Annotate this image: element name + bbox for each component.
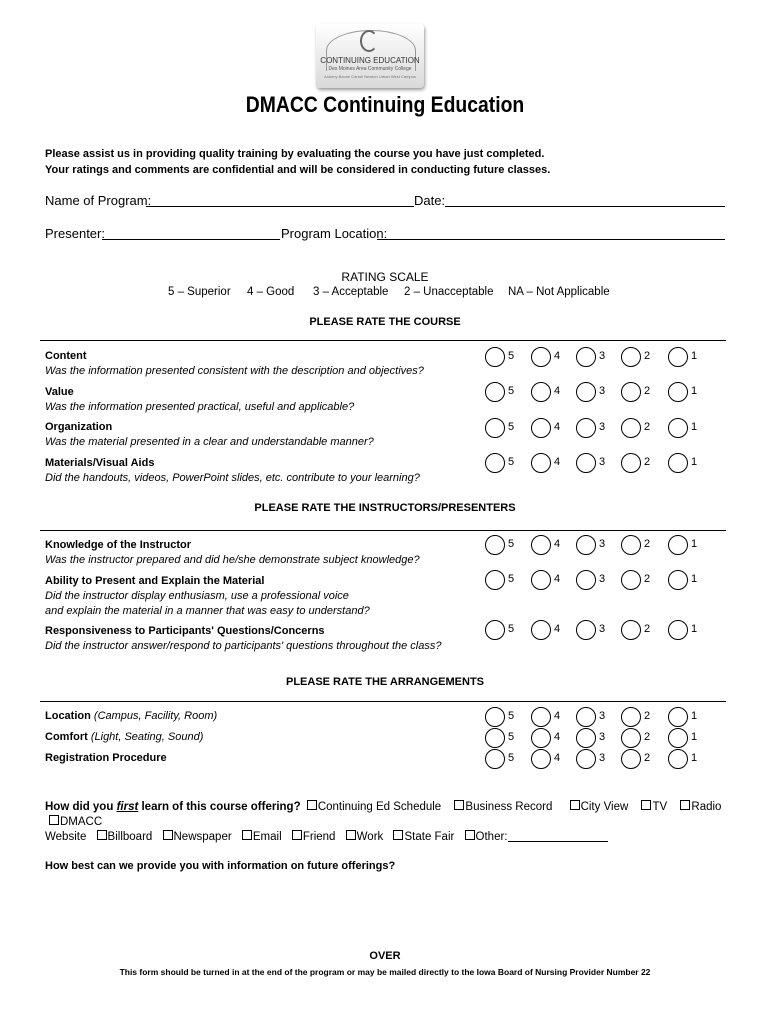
rating-radio-row5-4[interactable] <box>531 535 551 555</box>
rating-scale-title: RATING SCALE <box>341 270 429 284</box>
rating-radio-label: 5 <box>508 710 515 722</box>
rating-radio-row1-1[interactable] <box>668 347 688 367</box>
rating-radio-row1-3[interactable] <box>576 347 596 367</box>
learn-line-1 <box>45 800 735 830</box>
question-location <box>45 710 217 722</box>
learn-question-pre: How did you <box>45 801 117 813</box>
section-arrangements-heading: PLEASE RATE THE ARRANGEMENTS <box>285 676 484 688</box>
scale-acceptable: 3 – Acceptable <box>313 286 389 298</box>
rating-radio-row7-5[interactable] <box>485 620 505 640</box>
program-location-input[interactable] <box>377 227 725 240</box>
option-friend: Friend <box>302 831 336 843</box>
rating-radio-label: 5 <box>508 538 515 550</box>
rating-radio-label: 1 <box>691 421 698 433</box>
rating-radio-row3-3[interactable] <box>576 418 596 438</box>
rating-radio-row4-5[interactable] <box>485 453 505 473</box>
rating-radio-row10-2[interactable] <box>621 749 641 769</box>
date-input[interactable] <box>445 194 725 207</box>
rating-radio-label: 5 <box>508 421 515 433</box>
logo-campuses: Ankeny Boone Carroll Newton Urban West Campus <box>324 74 416 79</box>
rating-radio-label: 1 <box>691 710 698 722</box>
rating-radio-label: 2 <box>644 573 651 585</box>
rating-radio-label: 4 <box>554 538 561 550</box>
option-tv: TV <box>652 801 668 813</box>
rating-radio-label: 4 <box>554 385 561 397</box>
rating-radio-label: 2 <box>644 456 651 468</box>
rating-radio-label: 4 <box>554 573 561 585</box>
rating-radio-label: 3 <box>599 573 606 585</box>
rating-radio-row1-2[interactable] <box>621 347 641 367</box>
logo-swirl-icon <box>360 30 378 52</box>
rating-radio-label: 1 <box>691 385 698 397</box>
question-organization: Organization <box>45 421 113 433</box>
rating-radio-row7-2[interactable] <box>621 620 641 640</box>
rating-radio-row2-3[interactable] <box>576 382 596 402</box>
rating-radio-row10-1[interactable] <box>668 749 688 769</box>
presenter-input[interactable] <box>102 227 280 240</box>
rating-radio-label: 3 <box>599 350 606 362</box>
checkbox-city-view[interactable] <box>570 800 580 810</box>
rating-radio-row10-4[interactable] <box>531 749 551 769</box>
rating-radio-label: 4 <box>554 456 561 468</box>
question-ability-desc-2: and explain the material in a manner that was easy to understand? <box>45 605 370 617</box>
page-title: DMACC Continuing Education <box>245 92 525 117</box>
rating-radio-row2-2[interactable] <box>621 382 641 402</box>
rating-radio-label: 2 <box>644 710 651 722</box>
rating-radio-label: 3 <box>599 456 606 468</box>
option-email: Email <box>252 831 282 843</box>
rating-radio-row5-2[interactable] <box>621 535 641 555</box>
program-location-label: Program Location: <box>281 226 388 241</box>
checkbox-newspaper[interactable] <box>163 830 173 840</box>
rating-radio-row2-4[interactable] <box>531 382 551 402</box>
rating-radio-row8-1[interactable] <box>668 707 688 727</box>
question-materials-desc: Did the handouts, videos, PowerPoint slides, etc. contribute to your learning? <box>45 472 420 484</box>
rating-radio-row2-1[interactable] <box>668 382 688 402</box>
rating-radio-row9-3[interactable] <box>576 728 596 748</box>
question-value-desc: Was the information presented practical, useful and applicable? <box>45 401 355 413</box>
rating-radio-label: 1 <box>691 350 698 362</box>
section-arrangements-divider <box>40 701 726 702</box>
rating-radio-label: 4 <box>554 731 561 743</box>
rating-radio-label: 2 <box>644 421 651 433</box>
learn-line-2 <box>45 830 735 845</box>
rating-radio-label: 2 <box>644 350 651 362</box>
checkbox-continuing-ed-schedule[interactable] <box>307 800 317 810</box>
rating-radio-label: 2 <box>644 538 651 550</box>
option-business-record: Business Record <box>465 801 553 813</box>
rating-radio-label: 3 <box>599 385 606 397</box>
option-state-fair: State Fair <box>404 831 455 843</box>
checkbox-dmacc-website[interactable] <box>49 815 59 825</box>
option-city-view: City View <box>580 801 629 813</box>
rating-radio-label: 1 <box>691 731 698 743</box>
rating-radio-row3-5[interactable] <box>485 418 505 438</box>
rating-radio-label: 1 <box>691 538 698 550</box>
rating-radio-row9-1[interactable] <box>668 728 688 748</box>
rating-radio-label: 5 <box>508 731 515 743</box>
question-content: Content <box>45 350 87 362</box>
dmacc-logo <box>316 24 424 88</box>
question-responsiveness-desc: Did the instructor answer/respond to participants' questions throughout the class? <box>45 640 442 652</box>
rating-radio-row9-4[interactable] <box>531 728 551 748</box>
rating-radio-row6-2[interactable] <box>621 570 641 590</box>
checkbox-business-record[interactable] <box>454 800 464 810</box>
question-responsiveness: Responsiveness to Participants' Questions/Concerns <box>45 625 325 637</box>
rating-radio-row10-5[interactable] <box>485 749 505 769</box>
rating-radio-row8-3[interactable] <box>576 707 596 727</box>
checkbox-tv[interactable] <box>641 800 651 810</box>
checkbox-other[interactable] <box>465 830 475 840</box>
rating-radio-label: 2 <box>644 731 651 743</box>
question-organization-desc: Was the material presented in a clear and understandable manner? <box>45 436 374 448</box>
section-instructors-divider <box>40 530 726 531</box>
rating-radio-row6-1[interactable] <box>668 570 688 590</box>
rating-radio-label: 3 <box>599 623 606 635</box>
option-other: Other: <box>475 831 508 843</box>
presenter-label: Presenter: <box>45 226 105 241</box>
rating-radio-row3-1[interactable] <box>668 418 688 438</box>
rating-radio-row3-2[interactable] <box>621 418 641 438</box>
rating-radio-label: 3 <box>599 538 606 550</box>
question-comfort-title: Comfort <box>45 731 88 743</box>
checkbox-radio[interactable] <box>680 800 690 810</box>
rating-radio-row4-3[interactable] <box>576 453 596 473</box>
question-ability-desc-1: Did the instructor display enthusiasm, use a professional voice <box>45 590 349 602</box>
rating-radio-row10-3[interactable] <box>576 749 596 769</box>
question-comfort-detail: (Light, Seating, Sound) <box>90 731 204 743</box>
rating-radio-label: 5 <box>508 573 515 585</box>
checkbox-work[interactable] <box>346 830 356 840</box>
rating-radio-row7-1[interactable] <box>668 620 688 640</box>
rating-radio-row5-1[interactable] <box>668 535 688 555</box>
rating-radio-row1-5[interactable] <box>485 347 505 367</box>
future-offerings-question: How best can we provide you with information on future offerings? <box>45 860 396 872</box>
question-value: Value <box>45 386 74 398</box>
question-location-detail: (Campus, Facility, Room) <box>93 710 218 722</box>
rating-radio-row4-1[interactable] <box>668 453 688 473</box>
rating-radio-row1-4[interactable] <box>531 347 551 367</box>
question-comfort <box>45 731 203 743</box>
rating-radio-label: 1 <box>691 456 698 468</box>
rating-radio-label: 4 <box>554 350 561 362</box>
rating-radio-row3-4[interactable] <box>531 418 551 438</box>
option-radio: Radio <box>691 801 722 813</box>
learn-question-first: first <box>116 801 139 813</box>
rating-radio-label: 2 <box>644 752 651 764</box>
rating-radio-label: 5 <box>508 350 515 362</box>
question-materials: Materials/Visual Aids <box>45 457 155 469</box>
question-knowledge-desc: Was the instructor prepared and did he/she demonstrate subject knowledge? <box>45 554 420 566</box>
question-registration: Registration Procedure <box>45 752 167 764</box>
learn-question-post: learn of this course offering? <box>138 801 301 813</box>
question-content-desc: Was the information presented consistent with the description and objectives? <box>45 365 424 377</box>
date-label: Date: <box>414 193 446 208</box>
question-knowledge: Knowledge of the Instructor <box>45 539 192 551</box>
rating-radio-row8-4[interactable] <box>531 707 551 727</box>
option-continuing-ed-schedule: Continuing Ed Schedule <box>317 801 442 813</box>
rating-radio-label: 4 <box>554 623 561 635</box>
scale-unacceptable: 2 – Unacceptable <box>404 286 494 298</box>
logo-name: CONTINUING EDUCATION <box>320 56 420 65</box>
question-ability: Ability to Present and Explain the Material <box>45 575 265 587</box>
rating-radio-row5-5[interactable] <box>485 535 505 555</box>
option-billboard: Billboard <box>107 831 153 843</box>
option-website: Website <box>45 831 87 843</box>
rating-radio-label: 5 <box>508 752 515 764</box>
intro-line-1: Please assist us in providing quality training by evaluating the course you have just completed. <box>45 148 545 160</box>
over-label: OVER <box>369 950 401 962</box>
rating-radio-row9-2[interactable] <box>621 728 641 748</box>
rating-radio-label: 1 <box>691 623 698 635</box>
rating-radio-label: 2 <box>644 385 651 397</box>
rating-radio-label: 5 <box>508 385 515 397</box>
scale-superior: 5 – Superior <box>168 286 231 298</box>
rating-radio-label: 4 <box>554 421 561 433</box>
logo-subtitle: Des Moines Area Community College <box>328 66 412 72</box>
rating-radio-row6-5[interactable] <box>485 570 505 590</box>
other-input[interactable] <box>508 831 608 842</box>
rating-radio-row6-4[interactable] <box>531 570 551 590</box>
scale-not-applicable: NA – Not Applicable <box>508 286 610 298</box>
rating-radio-row4-4[interactable] <box>531 453 551 473</box>
rating-radio-label: 2 <box>644 623 651 635</box>
program-name-label: Name of Program: <box>45 193 152 208</box>
rating-radio-label: 1 <box>691 752 698 764</box>
rating-radio-row7-3[interactable] <box>576 620 596 640</box>
program-name-input[interactable] <box>146 194 414 207</box>
rating-radio-label: 5 <box>508 623 515 635</box>
rating-radio-label: 4 <box>554 710 561 722</box>
checkbox-friend[interactable] <box>292 830 302 840</box>
rating-radio-row8-2[interactable] <box>621 707 641 727</box>
option-newspaper: Newspaper <box>173 831 232 843</box>
checkbox-email[interactable] <box>242 830 252 840</box>
section-course-heading: PLEASE RATE THE COURSE <box>309 316 461 328</box>
footer-note: This form should be turned in at the end of the program or may be mailed directly to the Iowa Board of Nursing Provider Number 22 <box>119 967 651 977</box>
rating-radio-row8-5[interactable] <box>485 707 505 727</box>
learn-question <box>45 800 735 845</box>
question-location-title: Location <box>45 710 91 722</box>
rating-radio-row4-2[interactable] <box>621 453 641 473</box>
rating-radio-row5-3[interactable] <box>576 535 596 555</box>
rating-radio-row7-4[interactable] <box>531 620 551 640</box>
rating-radio-label: 3 <box>599 710 606 722</box>
scale-good: 4 – Good <box>247 286 295 298</box>
section-course-divider <box>40 340 726 341</box>
rating-radio-row6-3[interactable] <box>576 570 596 590</box>
checkbox-billboard[interactable] <box>97 830 107 840</box>
rating-radio-label: 3 <box>599 421 606 433</box>
rating-radio-label: 4 <box>554 752 561 764</box>
rating-radio-row9-5[interactable] <box>485 728 505 748</box>
checkbox-state-fair[interactable] <box>393 830 403 840</box>
rating-radio-label: 1 <box>691 573 698 585</box>
rating-radio-label: 3 <box>599 752 606 764</box>
section-instructors-heading: PLEASE RATE THE INSTRUCTORS/PRESENTERS <box>254 502 516 514</box>
intro-line-2: Your ratings and comments are confidential and will be considered in conducting future classes. <box>45 164 551 176</box>
rating-radio-label: 5 <box>508 456 515 468</box>
rating-radio-label: 3 <box>599 731 606 743</box>
rating-radio-row2-5[interactable] <box>485 382 505 402</box>
option-work: Work <box>356 831 384 843</box>
option-dmacc: DMACC <box>60 816 103 828</box>
